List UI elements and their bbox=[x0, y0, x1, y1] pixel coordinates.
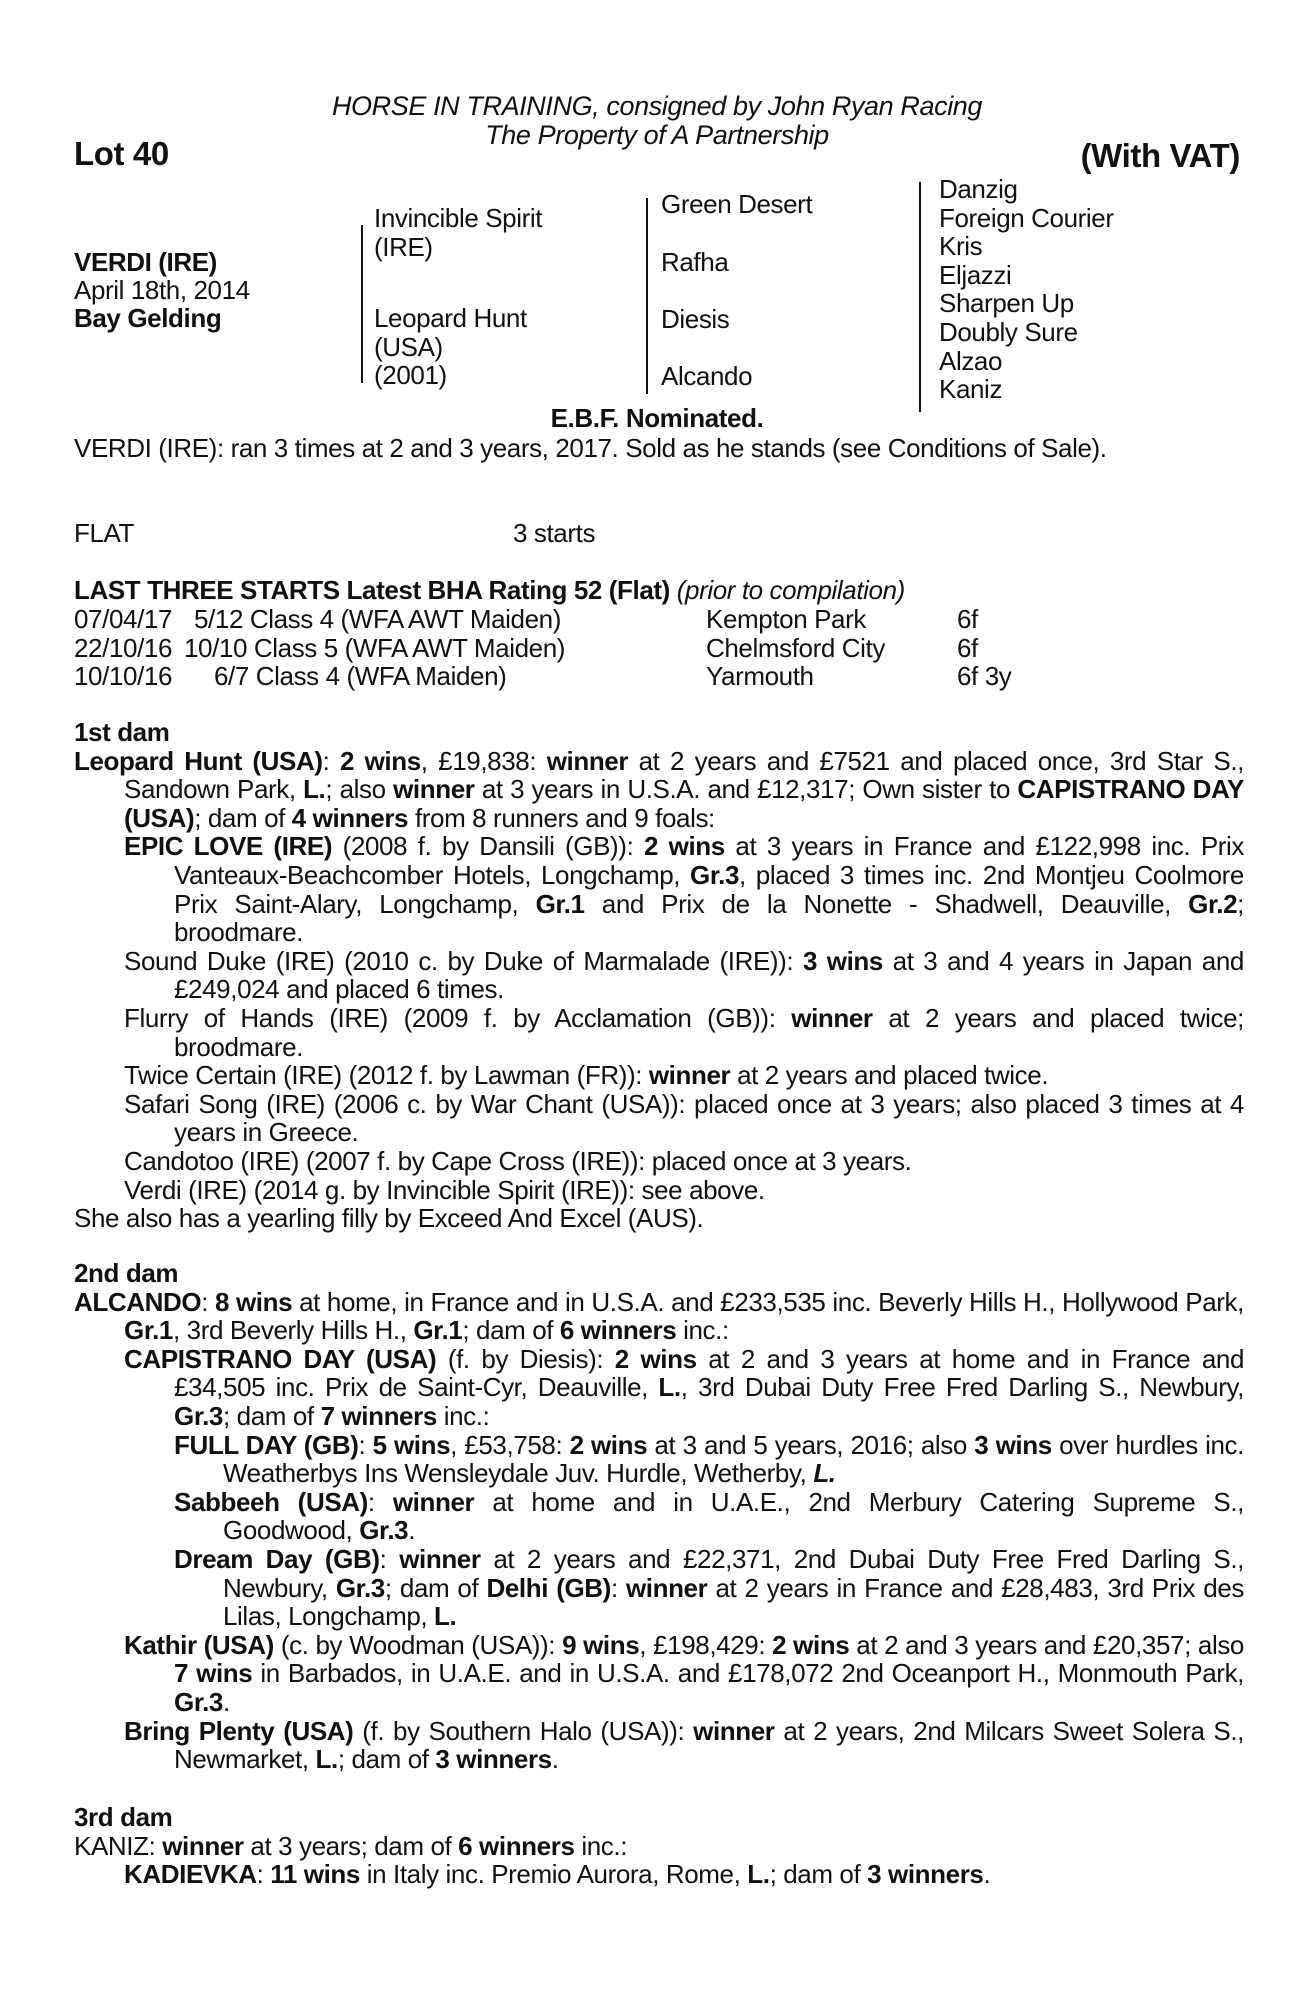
bold-text: 4 winners bbox=[291, 802, 409, 833]
text: over hurdles inc. Weatherbys Ins Wensleydale Juv. Hurdle, Wetherby, bbox=[223, 1429, 1244, 1489]
bold-text: 3 winners bbox=[435, 1744, 552, 1775]
start-dist: 6f 3y bbox=[957, 661, 1012, 692]
pedigree-divider bbox=[646, 198, 648, 394]
pedigree-divider bbox=[919, 182, 921, 412]
text: from 8 runners and 9 foals: bbox=[408, 802, 715, 833]
ebf-status: E.B.F. Nominated. bbox=[550, 403, 764, 433]
text: Safari Song (IRE) (2006 c. by War Chant (USA)): placed once at 3 years; also placed 3 times at 4 years in Greece. bbox=[124, 1088, 1244, 1148]
horse-name: VERDI (IRE) bbox=[74, 247, 217, 277]
progeny-entry bbox=[74, 747, 1244, 833]
start-date: 07/04/17 bbox=[74, 604, 173, 634]
text: inc.: bbox=[574, 1830, 628, 1861]
text: . bbox=[551, 1744, 559, 1775]
grandparent-name: Green Desert bbox=[661, 189, 813, 219]
progeny-entry bbox=[74, 1431, 1244, 1488]
last-starts-title: LAST THREE STARTS Latest BHA Rating 52 (Flat) bbox=[74, 575, 670, 605]
sire-country: (IRE) bbox=[374, 231, 433, 262]
text: at 3 years; dam of bbox=[243, 1830, 459, 1861]
bold-text: 2 wins bbox=[643, 831, 725, 862]
bold-text: winner bbox=[625, 1572, 708, 1603]
section-title: 1st dam bbox=[74, 717, 170, 747]
text: , £53,758: bbox=[450, 1429, 570, 1460]
bold-text: Gr.3 bbox=[335, 1572, 385, 1603]
progeny-entry bbox=[74, 1345, 1244, 1431]
text: , 3rd Beverly Hills H., bbox=[173, 1315, 414, 1346]
text: at 3 and 5 years, 2016; also bbox=[647, 1429, 975, 1460]
pedigree-sire bbox=[374, 204, 542, 261]
text: : bbox=[322, 745, 340, 776]
progeny-entry bbox=[74, 1631, 1244, 1717]
progeny-entry bbox=[74, 1176, 1244, 1205]
bold-text: L. bbox=[747, 1859, 770, 1890]
lot-number: Lot 40 bbox=[74, 135, 169, 172]
text: (2008 f. by Dansili (GB)): bbox=[332, 831, 644, 862]
bold-text: Dream Day (GB) bbox=[174, 1543, 380, 1574]
text: She also has a yearling filly by Exceed And Excel (AUS). bbox=[74, 1203, 704, 1234]
dam-country: (USA) bbox=[374, 331, 443, 362]
bold-text: L. bbox=[658, 1372, 681, 1403]
bold-text: 3 winners bbox=[867, 1859, 984, 1890]
start-date: 22/10/16 bbox=[74, 632, 173, 663]
text: in Barbados, in U.A.E. and in U.S.A. and £178,072 2nd Oceanport H., Monmouth Park, bbox=[252, 1658, 1244, 1689]
bold-text: Leopard Hunt (USA) bbox=[74, 745, 323, 776]
bold-text: L. bbox=[303, 774, 326, 805]
progeny-entry bbox=[74, 1717, 1244, 1774]
text: at 2 and 3 years at home and in France and £34,505 inc. Prix de Saint-Cyr, Deauville, bbox=[174, 1343, 1245, 1403]
bold-text: 2 wins bbox=[569, 1429, 648, 1460]
great-grandparent-name: Kris bbox=[939, 231, 983, 262]
bold-text: ALCANDO bbox=[74, 1286, 202, 1317]
text: ; dam of bbox=[194, 802, 292, 833]
section-title: 2nd dam bbox=[74, 1258, 179, 1288]
text: at 2 years and £22,371, 2nd Dubai Duty Free Fred Darling S., Newbury, bbox=[223, 1543, 1244, 1603]
start-course: Chelmsford City bbox=[706, 632, 885, 663]
bold-text: Gr.3 bbox=[174, 1686, 223, 1717]
bold-text: winner bbox=[392, 1486, 475, 1517]
bold-text: L. bbox=[315, 1744, 338, 1775]
text: at 3 years in U.S.A. and £12,317; Own sister to bbox=[474, 774, 1018, 805]
bold-text: 3 wins bbox=[974, 1429, 1052, 1460]
great-grandparent-name: Eljazzi bbox=[939, 259, 1012, 290]
bold-text: KADIEVKA bbox=[124, 1859, 257, 1890]
bold-text: winner bbox=[162, 1830, 244, 1861]
text: : bbox=[201, 1286, 215, 1317]
property-line: The Property of A Partnership bbox=[485, 120, 829, 150]
great-grandparent-name: Foreign Courier bbox=[939, 202, 1114, 233]
great-grandparent-name: Alzao bbox=[939, 345, 1003, 376]
bold-text: 6 winners bbox=[559, 1315, 677, 1346]
pedigree-great-grandparents bbox=[939, 175, 1114, 404]
great-grandparent-name: Doubly Sure bbox=[939, 316, 1078, 347]
text: , £19,838: bbox=[420, 745, 547, 776]
horse-description: Bay Gelding bbox=[74, 303, 222, 333]
last-starts-heading bbox=[74, 576, 905, 605]
text: : bbox=[379, 1543, 400, 1574]
race-summary: VERDI (IRE): ran 3 times at 2 and 3 years, 2017. Sold as he stands (see Conditions of Sale). bbox=[74, 433, 1107, 463]
bold-text: Gr.1 bbox=[535, 888, 585, 919]
dam-section bbox=[74, 1259, 1244, 1774]
progeny-entry bbox=[74, 1147, 1244, 1176]
great-grandparent-name: Danzig bbox=[939, 174, 1018, 204]
text: inc.: bbox=[436, 1400, 490, 1431]
bold-text: Gr.3 bbox=[174, 1400, 223, 1431]
text: , placed 3 times inc. 2nd Montjeu Coolmore Prix Saint-Alary, Longchamp, bbox=[174, 859, 1244, 919]
bold-text: winner bbox=[546, 745, 629, 776]
start-course: Yarmouth bbox=[706, 661, 814, 692]
text: . bbox=[983, 1859, 991, 1890]
bold-text: Gr.1 bbox=[124, 1315, 173, 1346]
text: Twice Certain (IRE) (2012 f. by Lawman (FR)): bbox=[124, 1060, 649, 1091]
text: at 3 and 4 years in Japan and £249,024 and placed 6 times. bbox=[174, 945, 1244, 1005]
text: : bbox=[256, 1859, 271, 1890]
text: . bbox=[408, 1515, 416, 1546]
text: ; broodmare. bbox=[174, 888, 1244, 948]
dam-name: Leopard Hunt bbox=[374, 303, 527, 333]
text: : bbox=[610, 1572, 626, 1603]
text: at home and in U.A.E., 2nd Merbury Catering Supreme S., Goodwood, bbox=[223, 1486, 1245, 1546]
text: ; dam of bbox=[384, 1572, 487, 1603]
dam-section bbox=[74, 1803, 1244, 1889]
progeny-entry bbox=[74, 1860, 1244, 1889]
text: . bbox=[223, 1686, 230, 1717]
text: KANIZ: bbox=[74, 1830, 163, 1861]
dam-year: (2001) bbox=[374, 360, 447, 391]
text: ; dam of bbox=[337, 1744, 436, 1775]
bold-text: 2 wins bbox=[772, 1629, 850, 1660]
bold-text: 7 winners bbox=[320, 1400, 437, 1431]
bold-text: CAPISTRANO DAY (USA) bbox=[124, 774, 1244, 833]
bold-text: Gr.1 bbox=[413, 1315, 463, 1346]
bold-text: 6 winners bbox=[458, 1830, 575, 1861]
text: (c. by Woodman (USA)): bbox=[273, 1629, 563, 1660]
bold-text: 8 wins bbox=[214, 1286, 293, 1317]
consignor-line: HORSE IN TRAINING, consigned by John Ryan Racing bbox=[331, 91, 983, 121]
foaling-date: April 18th, 2014 bbox=[74, 275, 250, 305]
bold-text: 2 wins bbox=[340, 745, 421, 776]
text: : bbox=[358, 1429, 373, 1460]
bold-text: winner bbox=[648, 1060, 731, 1091]
record-starts: 3 starts bbox=[513, 518, 596, 548]
bold-text: winner bbox=[791, 1002, 873, 1033]
bold-text: Gr.3 bbox=[359, 1515, 409, 1546]
progeny-entry bbox=[74, 1204, 1244, 1233]
grandparent-name: Diesis bbox=[661, 304, 730, 334]
bold-text: Kathir (USA) bbox=[124, 1629, 274, 1660]
bold-text: 5 wins bbox=[372, 1429, 451, 1460]
progeny-entry bbox=[74, 832, 1244, 946]
grandparent-name: Rafha bbox=[661, 247, 729, 277]
record-type: FLAT bbox=[74, 518, 135, 548]
bold-text: 2 wins bbox=[614, 1343, 697, 1374]
vat-label: (With VAT) bbox=[1080, 137, 1240, 174]
progeny-entry bbox=[74, 1090, 1244, 1147]
pedigree-divider bbox=[361, 225, 363, 383]
grandparent-name: Alcando bbox=[661, 361, 753, 391]
pedigree-dam bbox=[374, 304, 527, 390]
text: at 2 years and placed twice. bbox=[730, 1060, 1049, 1091]
progeny-entry bbox=[74, 1832, 1244, 1861]
text: , £198,429: bbox=[639, 1629, 773, 1660]
text: Sound Duke (IRE) (2010 c. by Duke of Marmalade (IRE)): bbox=[124, 945, 803, 976]
bold-text: 3 wins bbox=[802, 945, 883, 976]
text: and Prix de la Nonette - Shadwell, Deauville, bbox=[584, 888, 1189, 919]
text: at 2 and 3 years and £20,357; also bbox=[849, 1629, 1244, 1660]
text: ; dam of bbox=[769, 1859, 868, 1890]
bold-text: Delhi (GB) bbox=[486, 1572, 611, 1603]
start-race: 10/10 Class 5 (WFA AWT Maiden) bbox=[184, 632, 566, 663]
section-title: 3rd dam bbox=[74, 1802, 173, 1832]
text: at home, in France and in U.S.A. and £233,535 inc. Beverly Hills H., Hollywood Park, bbox=[292, 1286, 1244, 1317]
text: ; dam of bbox=[462, 1315, 560, 1346]
text: Candotoo (IRE) (2007 f. by Cape Cross (IRE)): placed once at 3 years. bbox=[124, 1145, 912, 1176]
progeny-entry bbox=[74, 1545, 1244, 1631]
bold-text: winner bbox=[393, 774, 475, 805]
progeny-entry bbox=[74, 1061, 1244, 1090]
bold-text: Gr.3 bbox=[690, 859, 740, 890]
text: at 2 years and £7521 and placed once, 3rd Star S., Sandown Park, bbox=[124, 745, 1244, 805]
bold-text: L. bbox=[434, 1601, 457, 1632]
progeny-entry bbox=[74, 1488, 1244, 1545]
bold-text: Gr.2 bbox=[1188, 888, 1238, 919]
text: in Italy inc. Premio Aurora, Rome, bbox=[359, 1859, 748, 1890]
start-dist: 6f bbox=[957, 632, 978, 663]
text: Verdi (IRE) (2014 g. by Invincible Spirit (IRE)): see above. bbox=[124, 1174, 765, 1205]
text: at 3 years in France and £122,998 inc. Prix Vanteaux-Beachcomber Hotels, Longchamp, bbox=[174, 831, 1244, 890]
text: ; dam of bbox=[223, 1400, 321, 1431]
start-race: 6/7 Class 4 (WFA Maiden) bbox=[214, 661, 507, 692]
text: Flurry of Hands (IRE) (2009 f. by Acclamation (GB)): bbox=[124, 1002, 792, 1033]
text: inc.: bbox=[676, 1315, 729, 1346]
start-date: 10/10/16 bbox=[74, 661, 173, 692]
sire-name: Invincible Spirit bbox=[374, 203, 543, 233]
bold-text: 9 wins bbox=[562, 1629, 640, 1660]
bold-text: 11 wins bbox=[270, 1859, 360, 1890]
text: at 2 years, 2nd Milcars Sweet Solera S., Newmarket, bbox=[174, 1715, 1244, 1775]
progeny-entry bbox=[74, 1004, 1244, 1061]
text: at 2 years in France and £28,483, 3rd Prix des Lilas, Longchamp, bbox=[223, 1572, 1244, 1632]
dam-section bbox=[74, 718, 1244, 1233]
bold-text: Bring Plenty (USA) bbox=[124, 1715, 354, 1746]
text: (f. by Diesis): bbox=[436, 1343, 615, 1374]
text: (f. by Southern Halo (USA)): bbox=[353, 1715, 694, 1746]
bold-text: 7 wins bbox=[174, 1658, 253, 1689]
start-race: 5/12 Class 4 (WFA AWT Maiden) bbox=[194, 604, 561, 634]
bold-text: L. bbox=[813, 1458, 836, 1489]
text: ; also bbox=[325, 774, 394, 805]
text: at 2 years and placed twice; broodmare. bbox=[174, 1002, 1244, 1062]
great-grandparent-name: Kaniz bbox=[939, 374, 1003, 405]
bold-text: FULL DAY (GB) bbox=[174, 1429, 359, 1460]
bold-text: winner bbox=[399, 1543, 481, 1574]
progeny-entry bbox=[74, 947, 1244, 1004]
bold-text: winner bbox=[693, 1715, 775, 1746]
bold-text: CAPISTRANO DAY (USA) bbox=[124, 1343, 437, 1374]
bold-text: EPIC LOVE (IRE) bbox=[124, 831, 333, 862]
last-starts-note: (prior to compilation) bbox=[676, 575, 905, 605]
progeny-entry bbox=[74, 1288, 1244, 1345]
text: : bbox=[367, 1486, 393, 1517]
great-grandparent-name: Sharpen Up bbox=[939, 288, 1074, 319]
text: , 3rd Dubai Duty Free Fred Darling S., Newbury, bbox=[680, 1372, 1244, 1403]
start-dist: 6f bbox=[957, 604, 978, 634]
start-course: Kempton Park bbox=[706, 604, 866, 634]
bold-text: Sabbeeh (USA) bbox=[174, 1486, 368, 1517]
